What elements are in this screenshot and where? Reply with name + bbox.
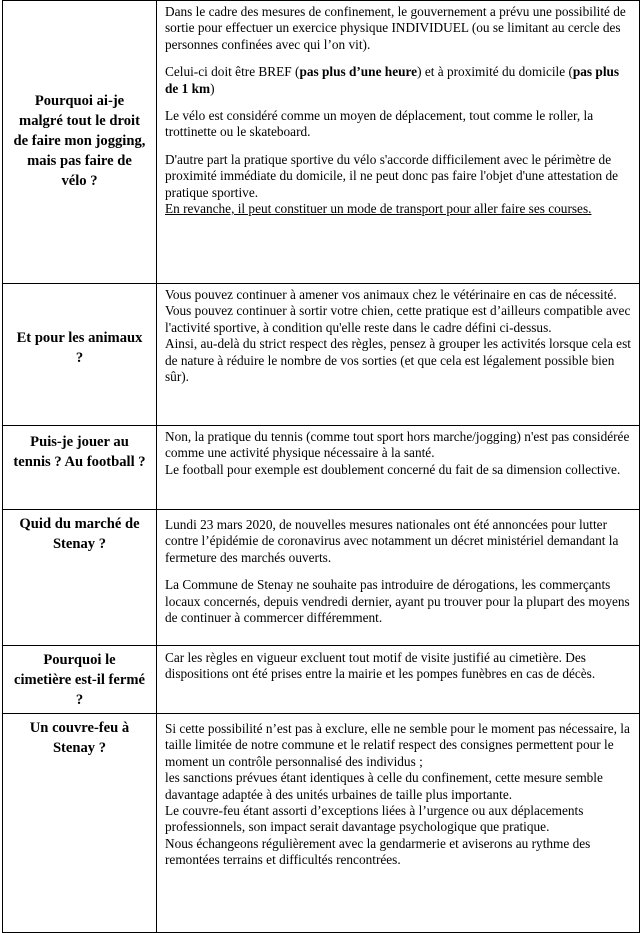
answer-paragraph: Dans le cadre des mesures de confinement, le gouvernement a prévu une possibilité de sortie pour effectuer un exercice physique INDIVIDUEL (ou se limitant au cercle des personnes confinées avec qui l’on vit). [165, 4, 626, 52]
question-cell [3, 646, 157, 714]
answer-paragraph: Vous pouvez continuer à sortir votre chien, cette pratique est d’ailleurs compatible avec l'activité sportive, à condition qu'elle reste dans le cadre défini ci-dessus. [165, 303, 631, 335]
answer-paragraph: Le couvre-feu étant assorti d’exceptions liées à l’urgence ou aux déplacements professionnels, son impact serait davantage psychologique que pratique. [165, 803, 584, 835]
answer-text: ) et à proximité du domicile ( [417, 64, 573, 80]
answer-cell [157, 1, 640, 284]
faq-row-animaux [3, 284, 640, 426]
faq-row-couvre-feu [3, 714, 640, 933]
answer-text: ) [210, 80, 215, 96]
question-text: Et pour les animaux ? [16, 330, 143, 366]
answer-bold-text: pas plus d’une heure [299, 64, 418, 80]
question-text: Quid du marché de Stenay ? [19, 516, 140, 552]
answer-cell [157, 426, 640, 510]
answer-paragraph [165, 64, 635, 97]
question-cell [3, 714, 157, 933]
answer-underlined-paragraph: En revanche, il peut constituer un mode de transport pour aller faire ses courses. [165, 201, 592, 217]
answer-paragraph: Lundi 23 mars 2020, de nouvelles mesures nationales ont été annoncées pour lutter contre l’épidémie de coronavirus avec notamment un décret ministériel demandant la fermeture des marchés ouverts. [165, 517, 619, 565]
faq-row-marche [3, 510, 640, 646]
answer-cell [157, 714, 640, 933]
faq-row-cimetiere [3, 646, 640, 714]
question-cell [3, 426, 157, 510]
answer-cell [157, 646, 640, 714]
answer-paragraph: Ainsi, au-delà du strict respect des règles, pensez à grouper les activités lorsque cela est de nature à réduire le nombre de vos sorties (et que cela est légalement possible bien sûr). [165, 336, 631, 385]
question-cell [3, 284, 157, 426]
question-cell [3, 1, 157, 284]
answer-text: Celui-ci doit être BREF ( [165, 64, 300, 80]
answer-paragraph: Non, la pratique du tennis (comme tout sport hors marche/jogging) n'est pas considérée comme une activité physique nécessaire à la santé. [165, 429, 630, 461]
answer-paragraph: Le vélo est considéré comme un moyen de déplacement, tout comme le roller, la trottinette ou le skateboard. [165, 108, 594, 140]
question-text: Un couvre-feu à Stenay ? [29, 720, 130, 756]
answer-cell [157, 510, 640, 646]
question-text: Pourquoi ai-je malgré tout le droit de faire mon jogging, mais pas faire de vélo ? [13, 93, 146, 189]
answer-paragraph: D'autre part la pratique sportive du vélo s'accorde difficilement avec le périmètre de proximité immédiate du domicile, il ne peut donc pas faire l'objet d'une attestation de pratique sportive. [165, 151, 619, 200]
answer-paragraph: La Commune de Stenay ne souhaite pas introduire de dérogations, les commerçants locaux concernés, depuis vendredi dernier, ayant pu trouver pour la plupart des moyens de continuer à commercer différemment. [165, 577, 630, 626]
answer-paragraph: Si cette possibilité n’est pas à exclure, elle ne semble pour le moment pas nécessaire, la taille limitée de notre commune et le relatif respect des consignes permettent pour le moment un contrôle personnalisé des individus ; [165, 721, 630, 769]
question-text: Pourquoi le cimetière est-il fermé ? [14, 652, 145, 708]
faq-row-velo [3, 1, 640, 284]
answer-paragraph: Nous échangeons régulièrement avec la gendarmerie et aviserons au rythme des remontées terrains et difficultés rencontrées. [165, 835, 591, 868]
answer-bold-text: pas plus de 1 km [165, 64, 620, 96]
answer-paragraph: Vous pouvez continuer à amener vos animaux chez le vétérinaire en cas de nécessité. [165, 287, 617, 302]
answer-paragraph: Car les règles en vigueur excluent tout motif de visite justifié au cimetière. Des dispositions ont été prises entre la mairie et les pompes funèbres en cas de décès. [165, 650, 596, 682]
answer-paragraph: les sanctions prévues étant identiques à celle du confinement, cette mesure semble davantage adaptée à des unités urbaines de taille plus importante. [165, 770, 603, 802]
answer-cell [157, 284, 640, 426]
faq-table [2, 0, 640, 933]
question-text: Puis-je jouer au tennis ? Au football ? [13, 434, 146, 470]
faq-row-tennis [3, 426, 640, 510]
question-cell [3, 510, 157, 646]
answer-paragraph: Le football pour exemple est doublement concerné du fait de sa dimension collective. [165, 461, 621, 477]
